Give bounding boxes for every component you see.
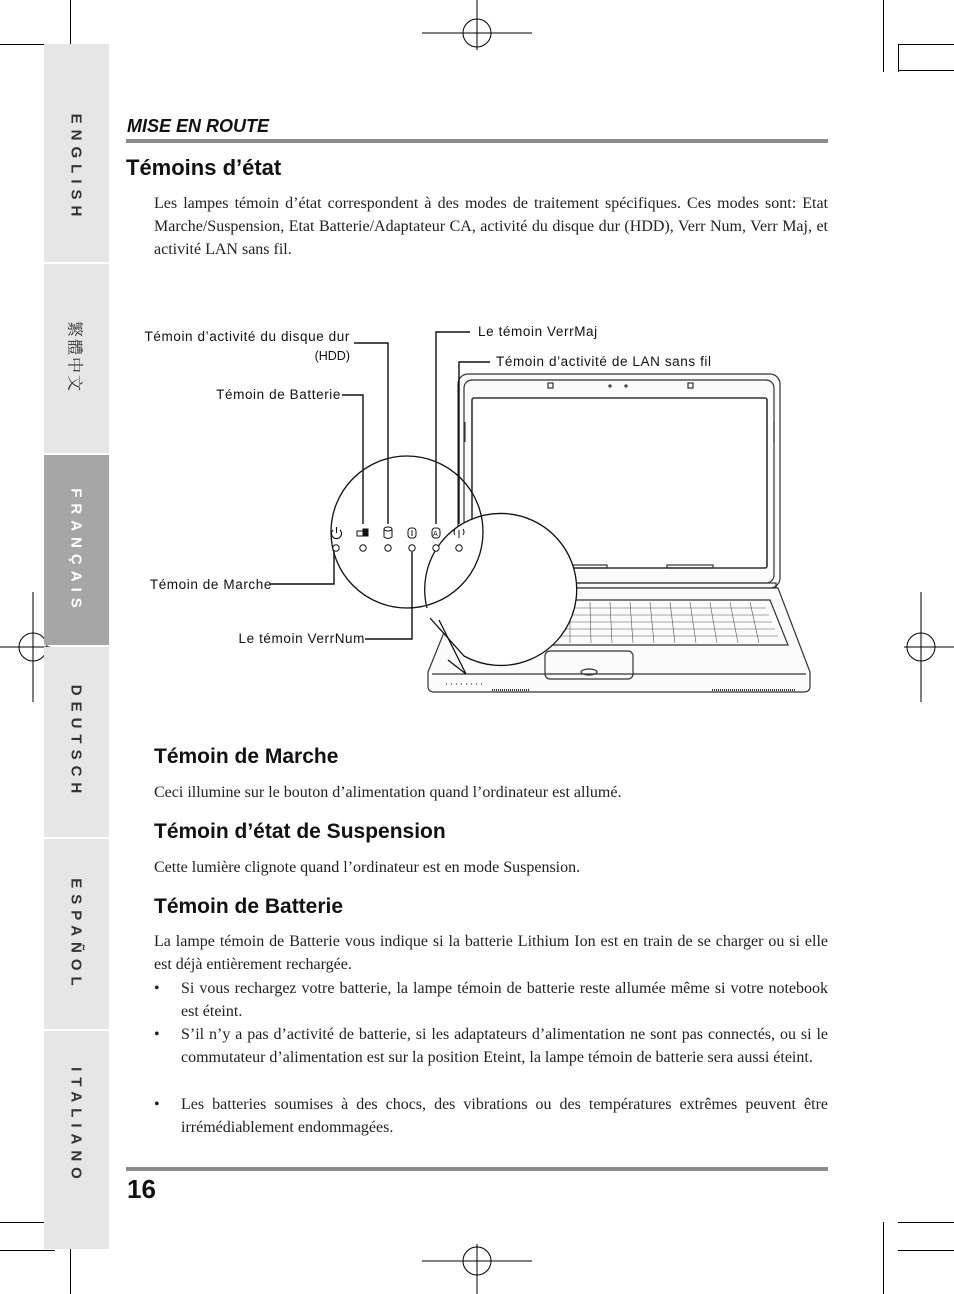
bullet-dot: • xyxy=(154,980,160,997)
text-battery: La lampe témoin de Batterie vous indique si la batterie Lithium Ion est en train de se charger ou si elle est déjà entièrement rechargée. xyxy=(154,933,828,973)
tab-francais-label: FRANÇAIS xyxy=(67,488,85,614)
numlock-icon xyxy=(408,528,416,538)
intro-paragraph: Les lampes témoin d’état correspondent à des modes de traitement spécifiques. Ces modes sont: Etat Marche/Suspension, Etat Batterie/Adaptateur CA, activité du disque dur (HDD), Verr Num, Verr Maj, et activité LAN sans fil. xyxy=(154,195,828,258)
label-hdd-abbr: (HDD) xyxy=(314,349,350,363)
svg-text:A: A xyxy=(433,531,438,538)
page-number: 16 xyxy=(127,1174,156,1204)
footer-rule xyxy=(126,1167,828,1171)
battery-icon xyxy=(357,529,368,536)
page-title: Témoins d’état xyxy=(126,155,282,180)
label-hdd: Témoin d’activité du disque dur xyxy=(144,329,350,344)
label-numlock: Le témoin VerrNum xyxy=(238,631,365,646)
text-suspend: Cette lumière clignote quand l’ordinateur est en mode Suspension. xyxy=(154,859,581,876)
tab-italiano-label: ITALIANO xyxy=(67,1067,85,1185)
label-battery: Témoin de Batterie xyxy=(216,387,341,402)
capslock-icon xyxy=(432,528,440,538)
heading-power: Témoin de Marche xyxy=(154,745,339,768)
heading-battery: Témoin de Batterie xyxy=(154,895,344,918)
section-header: MISE EN ROUTE xyxy=(127,116,270,136)
bullet-dot: • xyxy=(154,1026,160,1043)
header-rule xyxy=(126,139,828,143)
status-indicator-diagram xyxy=(120,300,840,720)
label-wlan: Témoin d’activité de LAN sans fil xyxy=(496,354,712,369)
label-capslock: Le témoin VerrMaj xyxy=(478,324,598,339)
bullet-text: Si vous rechargez votre batterie, la lampe témoin de batterie reste allumée même si votre notebook est éteint. xyxy=(181,980,828,1020)
tab-english-label: ENGLISH xyxy=(67,113,85,223)
tab-deutsch-label: DEUTSCH xyxy=(67,684,85,800)
label-power: Témoin de Marche xyxy=(149,577,272,592)
power-icon xyxy=(332,527,342,539)
bullet-text: Les batteries soumises à des chocs, des vibrations ou des températures extrêmes peuvent être irrémédiablement endommagées. xyxy=(181,1096,828,1136)
hdd-icon xyxy=(384,527,392,539)
heading-suspend: Témoin d’état de Suspension xyxy=(154,820,446,843)
bullet-text: S’il n’y a pas d’activité de batterie, si les adaptateurs d’alimentation ne sont pas connectés, ou si le commutateur d’alimentation est sur la position Eteint, la lampe témoin de batterie sera aussi éteint. xyxy=(181,1026,828,1066)
tab-espanol-label: ESPAÑOL xyxy=(67,878,85,992)
text-power: Ceci illumine sur le bouton d’alimentation quand l’ordinateur est allumé. xyxy=(154,784,622,801)
tab-chinese-label: 繁體中文 xyxy=(65,320,83,394)
bullet-dot: • xyxy=(154,1096,160,1113)
